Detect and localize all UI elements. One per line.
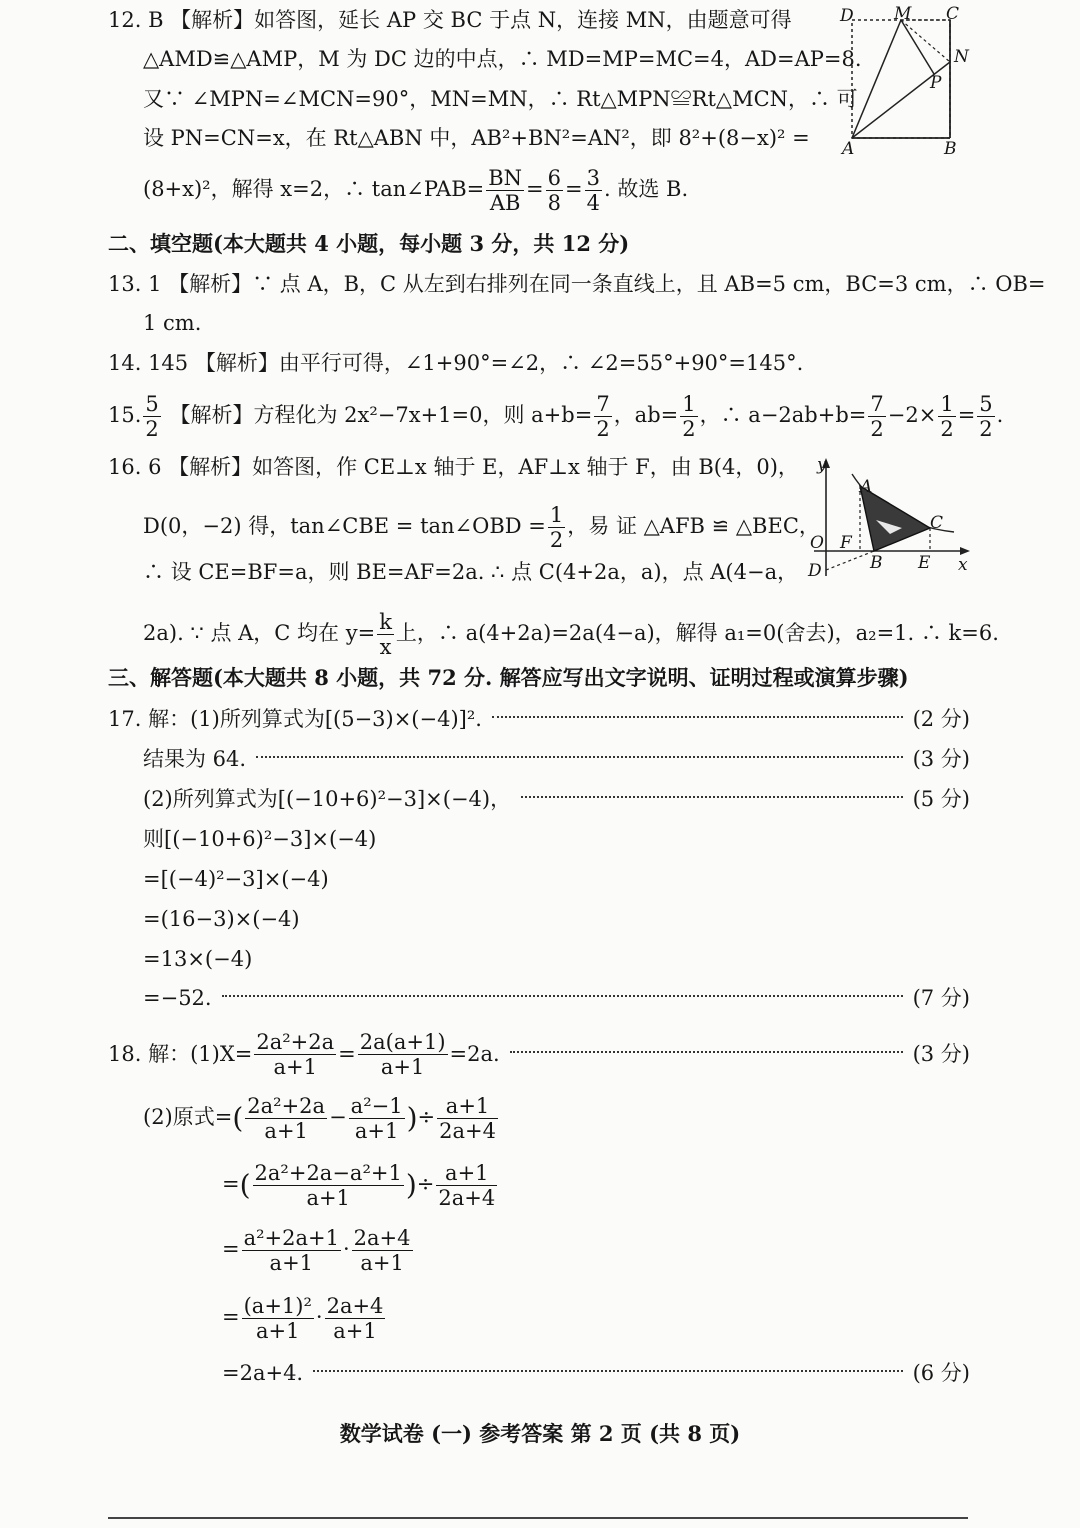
fraction-3-4: $\frac{3}{4}$ bbox=[586, 166, 601, 215]
label-a: A bbox=[842, 139, 855, 159]
q13-line-2: 1 cm. bbox=[143, 311, 202, 335]
label-f: F bbox=[840, 533, 852, 553]
q17-line-2: 结果为 64. (3 分) bbox=[143, 747, 970, 771]
label-m: M bbox=[894, 4, 912, 24]
score: (6 分) bbox=[912, 1361, 970, 1385]
q18-line-5: = $\frac{\text{(a+1)²}}{a+1}$ · $\frac{2a+4}{a+1}$ bbox=[222, 1294, 384, 1343]
segment-mp bbox=[901, 20, 934, 74]
q12-line-1: 12. B 【解析】如答图，延长 AP 交 BC 于点 N，连接 MN，由题意可得 bbox=[108, 8, 792, 32]
dot-leader bbox=[313, 1369, 902, 1372]
dot-leader bbox=[510, 1050, 903, 1053]
label-e: E bbox=[918, 553, 931, 573]
q14-line: 14. 145 【解析】由平行可得，∠1+90°=∠2，∴ ∠2=55°+90°=145°. bbox=[108, 351, 804, 375]
q16-line-2: D(0，−2) 得，tan∠CBE = tan∠OBD = $\frac{1}{2}$ ，易 证 △AFB ≌ △BEC， bbox=[143, 503, 820, 552]
score: (2 分) bbox=[912, 707, 970, 731]
dot-leader bbox=[521, 795, 902, 798]
q12-figure bbox=[838, 4, 970, 164]
label-b: B bbox=[870, 553, 883, 573]
label-n: N bbox=[954, 47, 969, 67]
q18-line-3: =( $\frac{\text{2a²+2a−a²+1}}{a+1}$ )÷ $\frac{a+1}{2a+4}$ bbox=[222, 1161, 496, 1210]
q18-line-1: 18. 解：(1)X= $\frac{\text{2a²+2a}}{a+1}$ = $\frac{2a(a+1)}{a+1}$ =2a. (3 分) bbox=[108, 1029, 970, 1079]
page-footer: 数学试卷 (一) 参考答案 第 2 页 (共 8 页) bbox=[339, 1421, 741, 1446]
label-x: x bbox=[958, 555, 968, 575]
q18-line-4: = $\frac{\text{a²+2a+1}}{a+1}$ · $\frac{2a+4}{a+1}$ bbox=[222, 1226, 411, 1275]
q17-line-8: =−52. (7 分) bbox=[143, 986, 970, 1010]
label-c: C bbox=[930, 513, 944, 533]
q12-line-3: 又∵ ∠MPN=∠MCN=90°，MN=MN，∴ Rt△MPN≌Rt△MCN，∴ 可 bbox=[143, 87, 858, 111]
q18-line-2: (2)原式=( $\frac{\text{2a²+2a}}{a+1}$ − $\frac{\text{a²−1}}{a+1}$ )÷ $\frac{a+1}{2a+4}$ bbox=[143, 1094, 496, 1143]
section-3-heading: 三、解答题(本大题共 8 小题，共 72 分. 解答应写出文字说明、证明过程或演算步骤) bbox=[108, 665, 909, 690]
q12-line-4: 设 PN=CN=x，在 Rt△ABN 中，AB²+BN²=AN²，即 8²+(8−x)² = bbox=[143, 126, 810, 150]
q17-line-3: (2)所列算式为[(−10+6)²−3]×(−4)， (5 分) bbox=[143, 787, 970, 811]
x-axis-arrow bbox=[960, 547, 970, 555]
label-c: C bbox=[946, 4, 960, 24]
q16-figure bbox=[804, 454, 974, 584]
q12-line-2: △AMD≌△AMP，M 为 DC 边的中点，∴ MD=MP=MC=4，AD=AP=8. bbox=[143, 47, 862, 71]
q16-line-3: ∴ 设 CE=BF=a，则 BE=AF=2a. ∴ 点 C(4+2a，a)，点 A(4−a， bbox=[143, 560, 799, 584]
q17-line-6: =(16−3)×(−4) bbox=[143, 907, 300, 931]
q13-line-1: 13. 1 【解析】∵ 点 A，B，C 从左到右排列在同一条直线上，且 AB=5 cm，BC=3 cm，∴ OB= bbox=[108, 272, 1046, 296]
dot-leader bbox=[256, 755, 903, 758]
q16-line-1: 16. 6 【解析】如答图，作 CE⊥x 轴于 E，AF⊥x 轴于 F，由 B(4，0)， bbox=[108, 455, 799, 479]
q12-line-5: (8+x)²，解得 x=2，∴ tan∠PAB= $\frac{BN}{AB}$ = $\frac{6}{8}$ = $\frac{3}{4}$ . 故选 B. bbox=[143, 166, 689, 215]
label-p: P bbox=[930, 73, 942, 93]
label-d: D bbox=[808, 561, 822, 581]
segment-mn bbox=[901, 20, 950, 62]
fraction-bn-ab: $\frac{BN}{AB}$ bbox=[488, 166, 523, 215]
label-d: D bbox=[840, 6, 854, 26]
q17-line-4: 则[(−10+6)²−3]×(−4) bbox=[143, 827, 377, 851]
segment-db bbox=[826, 551, 874, 570]
q17-line-5: =[(−4)²−3]×(−4) bbox=[143, 867, 329, 891]
q18-line-6: =2a+4. (6 分) bbox=[222, 1361, 970, 1385]
dot-leader bbox=[492, 715, 903, 718]
dot-leader bbox=[222, 994, 903, 997]
q17-line-1: 17. 解：(1)所列算式为[(5−3)×(−4)]². (2 分) bbox=[108, 707, 970, 731]
label-o: O bbox=[810, 533, 824, 553]
q16-line-4: 2a). ∵ 点 A，C 均在 y= $\frac{k}{x}$ 上，∴ a(4+2a)=2a(4−a)，解得 a₁=0(舍去)，a₂=1. ∴ k=6. bbox=[143, 610, 999, 659]
q12-text: (8+x)²，解得 x=2，∴ tan∠PAB= bbox=[143, 177, 485, 201]
segment-am bbox=[852, 20, 901, 138]
label-a: A bbox=[860, 477, 873, 497]
q15-line: 15. $\frac{5}{2}$ 【解析】方程化为 2x²−7x+1=0，则 a+b= $\frac{7}{2}$ ，ab= $\frac{1}{2}$ ，∴ a−2ab+b= $\frac{7}{2}$ −2× $\frac{1}{2}$ = $\frac{5}{2}$ . bbox=[108, 392, 1004, 441]
fraction-6-8: $\frac{6}{8}$ bbox=[547, 166, 562, 215]
score: (5 分) bbox=[912, 787, 970, 811]
score: (7 分) bbox=[912, 986, 970, 1010]
section-2-heading: 二、填空题(本大题共 4 小题，每小题 3 分，共 12 分) bbox=[108, 231, 630, 256]
label-b: B bbox=[944, 139, 957, 159]
score: (3 分) bbox=[912, 747, 970, 771]
bottom-rule bbox=[108, 1517, 968, 1519]
score: (3 分) bbox=[912, 1042, 970, 1066]
label-y: y bbox=[817, 455, 827, 475]
q17-line-7: =13×(−4) bbox=[143, 947, 253, 971]
